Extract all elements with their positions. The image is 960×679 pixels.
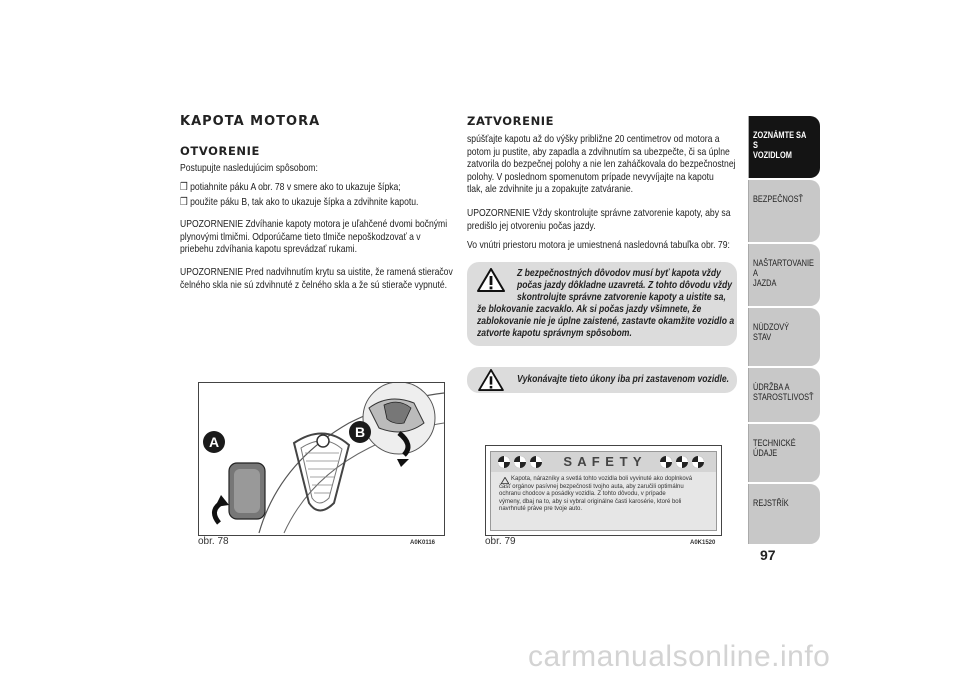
warning-box: Vykonávajte tieto úkony iba pri zastavenom vozidle.	[467, 367, 737, 393]
figure-78-code: A0K0116	[410, 540, 436, 546]
closing-warning-paragraph: UPOZORNENIE Vždy skontrolujte správne zatvorenie kapoty, aby sa predišlo jej otvoreniu počas jazdy.	[467, 207, 731, 232]
hood-release-illustration	[199, 383, 444, 535]
tab-getting-to-know-vehicle[interactable]: ZOZNÁMTE SA S VOZIDLOM	[748, 116, 820, 178]
closing-heading: ZATVORENIE	[467, 114, 555, 128]
figure-78	[198, 382, 445, 536]
checkered-flag-icon	[659, 455, 709, 469]
safety-label-text: Kapota, nárazníky a svetlá tohto vozidla boli vyvinuté ako doplnková časť orgánov pasívnej bezpečnosti tvojho auta, aby zaručili optimálnu ochranu chodcov a posádky vozidla. Z tohto dôvodu, v prípade výmeny, dbaj na to, aby si vybral originálne časti karosérie, ktoré boli navrhnuté práve pre tvoje auto.	[499, 476, 693, 513]
warning-paragraph: UPOZORNENIE Zdvíhanie kapoty motora je uľahčené dvomi bočnými plynovými tlmičmi. Odporúčame tieto tlmiče nepoškodzovať a v priebehu zdvíhania kapotu sprevádzať rukami.	[180, 218, 448, 255]
checkered-flag-icon	[497, 455, 547, 469]
page-number: 97	[760, 547, 776, 563]
callout-a-marker: A	[203, 431, 225, 453]
bullet-icon: ❒	[180, 181, 188, 193]
tab-emergency[interactable]: NÚDZOVÝ STAV	[748, 308, 820, 366]
safety-label	[490, 451, 717, 531]
section-title: KAPOTA MOTORA	[180, 114, 321, 129]
figure-78-caption: obr. 78	[198, 536, 229, 547]
tab-starting-driving[interactable]: NAŠTARTOVANIE A JAZDA	[748, 244, 820, 306]
figure-79-code: A0K1520	[690, 540, 716, 546]
watermark: carmanualsonline.info	[528, 640, 831, 673]
warning-triangle-icon	[477, 369, 505, 391]
safety-title: S A F E T Y	[563, 454, 643, 469]
tab-safety[interactable]: BEZPEČNOSŤ	[748, 180, 820, 242]
figure-79	[485, 445, 722, 536]
bullet-item: ❒ použite páku B, tak ako to ukazuje šípka a zdvihnite kapotu.	[180, 196, 419, 208]
bullet-item: ❒ potiahnite páku A obr. 78 v smere ako to ukazuje šípka;	[180, 181, 401, 193]
tab-technical-data[interactable]: TECHNICKÉ ÚDAJE	[748, 424, 820, 482]
tab-index[interactable]: REJSTŘÍK	[748, 484, 820, 544]
bullet-icon: ❒	[180, 196, 188, 208]
warning-box: Z bezpečnostných dôvodov musí byť kapota vždy počas jazdy dôkladne uzavretá. Z tohto dôvodu vždy skontrolujte správne zatvorenie kapoty a uistite sa, že blokovanie zacvaklo. Ak si počas jazdy všimnete, že zablokovanie nie je úplne zaistené, zastavte okamžite vozidlo a zatvorte kapotu správnym spôsobom.	[467, 262, 737, 346]
label-reference-paragraph: Vo vnútri priestoru motora je umiestnená nasledovná tabuľka obr. 79:	[467, 239, 730, 251]
callout-b-marker: B	[349, 421, 371, 443]
opening-heading: OTVORENIE	[180, 144, 260, 158]
warning-paragraph: UPOZORNENIE Pred nadvihnutím krytu sa uistite, že ramená stieračov čelného skla nie sú zdvihnuté z čelného skla a že sú stierače vypnuté.	[180, 266, 453, 291]
safety-title-bar	[491, 452, 716, 472]
warning-triangle-icon	[477, 268, 505, 292]
figure-79-caption: obr. 79	[485, 536, 516, 547]
tab-maintenance[interactable]: ÚDRŽBA A STAROSTLIVOSŤ	[748, 368, 820, 422]
closing-paragraph: spúšťajte kapotu až do výšky približne 20 centimetrov od motora a potom ju pustite, aby zapadla a zdvihnutím sa ubezpečte, či sa úplne zatvorila do bezpečnej polohy a nie len zaháčkovala do bezpečnostnej polohy. V poslednom spomenutom prípade nevyvíjajte na kapotu tlak, ale zdvihnite ju a zopakujte zatváranie.	[467, 133, 736, 195]
opening-intro: Postupujte nasledujúcim spôsobom:	[180, 162, 318, 174]
